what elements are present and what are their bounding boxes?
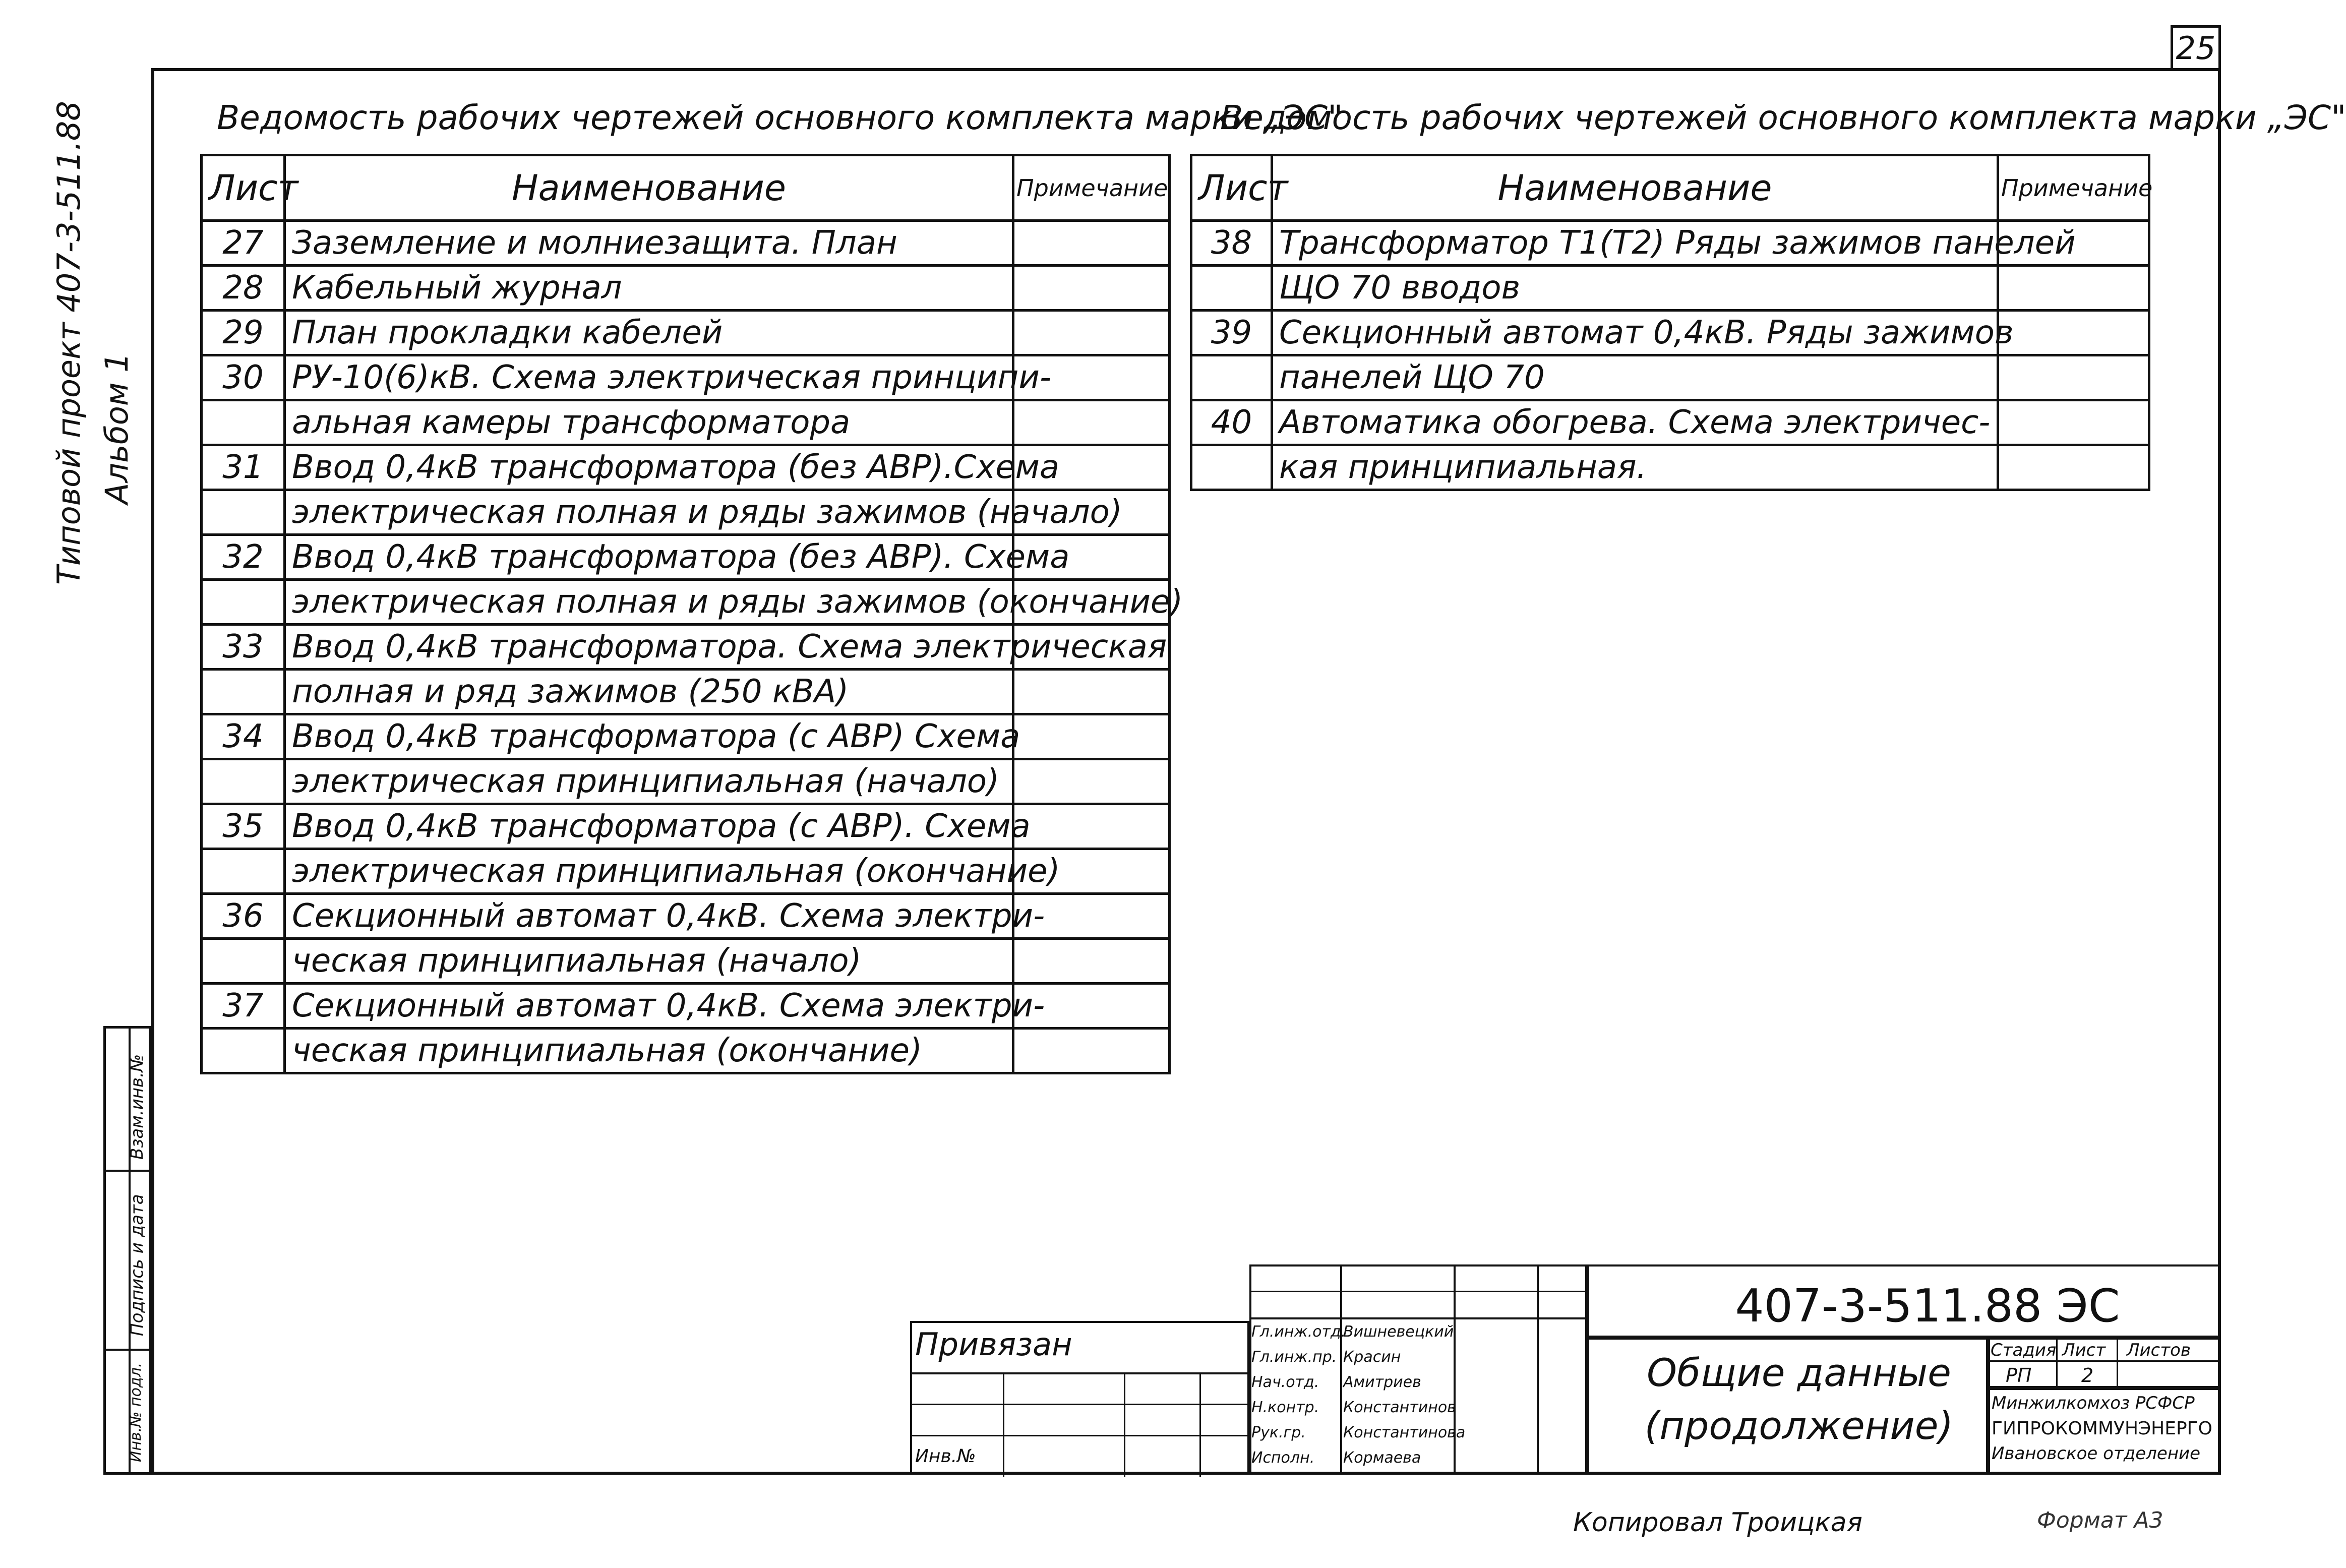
- table-row: [1191, 400, 2149, 445]
- table-row: [202, 625, 1170, 670]
- table-row: [202, 1029, 1170, 1073]
- signature-role: Нач.отд.: [1251, 1373, 1319, 1391]
- paper-format: Формат А3: [2037, 1507, 2163, 1533]
- col-header-sheet: Лист: [1191, 155, 1272, 221]
- table-row: [202, 759, 1170, 804]
- drawing-name-cell: План прокладки кабелей: [285, 311, 1013, 355]
- table-row: [1191, 355, 2149, 400]
- signature-row: [1251, 1396, 1584, 1421]
- table-row: [202, 535, 1170, 580]
- signature-name: Амитриев: [1343, 1373, 1421, 1391]
- sheet-number-cell: 30: [202, 355, 285, 400]
- side-album-label: Альбом 1: [98, 352, 135, 504]
- document-subtitle: (продолжение): [1644, 1403, 1954, 1448]
- note-cell: [1013, 266, 1170, 311]
- side-stamp-label-replaced: Взам.инв.№: [127, 1054, 147, 1160]
- drawing-name-cell: альная камеры трансформатора: [285, 400, 1013, 445]
- signature-name: Кормаева: [1343, 1449, 1421, 1467]
- sheet-number-cell: 36: [202, 894, 285, 939]
- note-cell: [1013, 311, 1170, 355]
- table-row: [202, 400, 1170, 445]
- table-header-row: [202, 155, 1170, 221]
- note-cell: [1013, 714, 1170, 759]
- table-header-row: [1191, 155, 2149, 221]
- note-cell: [1013, 221, 1170, 266]
- drawing-name-cell: полная и ряд зажимов (250 кВА): [285, 670, 1013, 714]
- signature-row: [1251, 1370, 1584, 1396]
- table-row: [202, 355, 1170, 400]
- signature-row: [1251, 1320, 1584, 1345]
- sheet-number-cell: 34: [202, 714, 285, 759]
- left-list-heading: Ведомость рабочих чертежей основного комплекта марки „ЭС": [217, 98, 1343, 137]
- drawing-name-cell: ческая принципиальная (начало): [285, 939, 1013, 984]
- side-project-label: Типовой проект 407-3-511.88: [50, 101, 87, 585]
- sheets-label: Листов: [2127, 1340, 2191, 1360]
- table-row: [202, 445, 1170, 490]
- sheet-number-cell: 31: [202, 445, 285, 490]
- signature-list: [1251, 1320, 1584, 1471]
- sheet-number-cell: [1191, 445, 1272, 490]
- signature-role: Исполн.: [1251, 1449, 1315, 1467]
- sheet-number-cell: 39: [1191, 311, 1272, 355]
- drawing-name-cell: Секционный автомат 0,4кВ. Схема электри-: [285, 984, 1013, 1029]
- note-cell: [1013, 804, 1170, 849]
- drawing-name-cell: Ввод 0,4кВ трансформатора (без АВР).Схема: [285, 445, 1013, 490]
- sheet-number-cell: [202, 1029, 285, 1073]
- signature-row: [1251, 1345, 1584, 1370]
- left-drawings-table: [200, 154, 1183, 1074]
- col-header-note: Примечание: [1013, 155, 1170, 221]
- signature-name: Красин: [1343, 1348, 1401, 1366]
- side-stamp-label-signature: Подпись и дата: [127, 1194, 147, 1336]
- sheet-number-cell: [202, 580, 285, 625]
- note-cell: [1013, 670, 1170, 714]
- sheet-number-cell: 35: [202, 804, 285, 849]
- note-cell: [1013, 400, 1170, 445]
- signature-name: Константинова: [1343, 1424, 1466, 1441]
- table-row: [202, 670, 1170, 714]
- table-row: [202, 804, 1170, 849]
- right-drawings-table: [1190, 154, 2153, 491]
- table-row: [202, 939, 1170, 984]
- note-cell: [1998, 355, 2149, 400]
- table-row: [202, 221, 1170, 266]
- sheet-label: Лист: [2062, 1340, 2106, 1360]
- table-row: [1191, 445, 2149, 490]
- drawing-name-cell: Ввод 0,4кВ трансформатора (без АВР). Схема: [285, 535, 1013, 580]
- col-header-sheet: Лист: [202, 155, 285, 221]
- sheet-number: 25: [2171, 25, 2221, 71]
- note-cell: [1998, 266, 2149, 311]
- note-cell: [1013, 1029, 1170, 1073]
- sheet-value: 2: [2081, 1364, 2094, 1386]
- table-row: [202, 311, 1170, 355]
- signature-name: Вишневецкий: [1343, 1323, 1454, 1341]
- sheet-number-cell: [1191, 266, 1272, 311]
- side-stamp-label-inventory: Инв.№ подл.: [127, 1362, 145, 1462]
- sheet-number-cell: 40: [1191, 400, 1272, 445]
- sheet-number-cell: 38: [1191, 221, 1272, 266]
- sheet-number-cell: 32: [202, 535, 285, 580]
- org-ministry: Минжилкомхоз РСФСР: [1992, 1393, 2195, 1413]
- note-cell: [1013, 939, 1170, 984]
- table-row: [202, 714, 1170, 759]
- col-header-name: Наименование: [1272, 155, 1998, 221]
- sheet-number-cell: [202, 670, 285, 714]
- col-header-note: Примечание: [1998, 155, 2149, 221]
- stage-label: Стадия: [1991, 1340, 2057, 1360]
- sheet-number-cell: 37: [202, 984, 285, 1029]
- table-row: [202, 266, 1170, 311]
- sheet-number-cell: [202, 490, 285, 535]
- signature-role: Гл.инж.отд.: [1251, 1323, 1346, 1341]
- drawing-name-cell: Кабельный журнал: [285, 266, 1013, 311]
- sheet-number-cell: [202, 849, 285, 894]
- table-row: [202, 984, 1170, 1029]
- drawing-name-cell: Заземление и молниезащита. План: [285, 221, 1013, 266]
- note-cell: [1998, 445, 2149, 490]
- drawing-name-cell: электрическая полная и ряды зажимов (начало): [285, 490, 1013, 535]
- drawing-name-cell: электрическая принципиальная (окончание): [285, 849, 1013, 894]
- sheet-number-cell: [202, 759, 285, 804]
- drawing-name-cell: РУ-10(6)кВ. Схема электрическая принципи-: [285, 355, 1013, 400]
- right-list-heading: Ведомость рабочих чертежей основного комплекта марки „ЭС": [1220, 98, 2346, 137]
- sheet-number-cell: [202, 939, 285, 984]
- drawing-name-cell: Ввод 0,4кВ трансформатора (с АВР). Схема: [285, 804, 1013, 849]
- drawing-designation: 407-3-511.88 ЭС: [1735, 1280, 2120, 1333]
- table-row: [202, 580, 1170, 625]
- drawing-name-cell: Ввод 0,4кВ трансформатора (с АВР) Схема: [285, 714, 1013, 759]
- signature-role: Гл.инж.пр.: [1251, 1348, 1337, 1366]
- signature-row: [1251, 1421, 1584, 1446]
- drawing-name-cell: электрическая полная и ряды зажимов (окончание): [285, 580, 1013, 625]
- table-row: [202, 849, 1170, 894]
- col-header-name: Наименование: [285, 155, 1013, 221]
- sheet-number-cell: [1191, 355, 1272, 400]
- table-row: [1191, 311, 2149, 355]
- drawing-name-cell: Секционный автомат 0,4кВ. Ряды зажимов: [1272, 311, 1998, 355]
- inventory-label: Инв.№: [915, 1446, 976, 1467]
- note-cell: [1013, 759, 1170, 804]
- table-row: [202, 490, 1170, 535]
- table-row: [1191, 221, 2149, 266]
- sheet-number-cell: 28: [202, 266, 285, 311]
- drawing-name-cell: электрическая принципиальная (начало): [285, 759, 1013, 804]
- title-block: [1249, 1264, 2221, 1475]
- signature-role: Н.контр.: [1251, 1399, 1319, 1416]
- binding-label: Привязан: [915, 1326, 1072, 1363]
- drawing-name-cell: ческая принципиальная (окончание): [285, 1029, 1013, 1073]
- note-cell: [1998, 400, 2149, 445]
- drawing-name-cell: панелей ЩО 70: [1272, 355, 1998, 400]
- table-row: [1191, 266, 2149, 311]
- org-department: Ивановское отделение: [1992, 1443, 2201, 1464]
- note-cell: [1998, 311, 2149, 355]
- sheet-number-cell: 33: [202, 625, 285, 670]
- copied-by: Копировал Троицкая: [1573, 1507, 1862, 1538]
- drawing-name-cell: ЩО 70 вводов: [1272, 266, 1998, 311]
- signature-role: Рук.гр.: [1251, 1424, 1306, 1441]
- drawing-name-cell: Автоматика обогрева. Схема электричес-: [1272, 400, 1998, 445]
- sheet-number-cell: [202, 400, 285, 445]
- table-row: [202, 894, 1170, 939]
- drawing-name-cell: Трансформатор Т1(Т2) Ряды зажимов панелей: [1272, 221, 1998, 266]
- drawing-name-cell: Ввод 0,4кВ трансформатора. Схема электрическая: [285, 625, 1013, 670]
- org-institute: ГИПРОКОММУНЭНЕРГО: [1992, 1418, 2212, 1439]
- sheet-number-cell: 27: [202, 221, 285, 266]
- document-title: Общие данные: [1647, 1350, 1951, 1395]
- drawing-name-cell: Секционный автомат 0,4кВ. Схема электри-: [285, 894, 1013, 939]
- stage-value: РП: [2006, 1364, 2032, 1386]
- drawing-name-cell: кая принципиальная.: [1272, 445, 1998, 490]
- signature-name: Константинов: [1343, 1399, 1456, 1416]
- signature-row: [1251, 1446, 1584, 1471]
- sheet-number-cell: 29: [202, 311, 285, 355]
